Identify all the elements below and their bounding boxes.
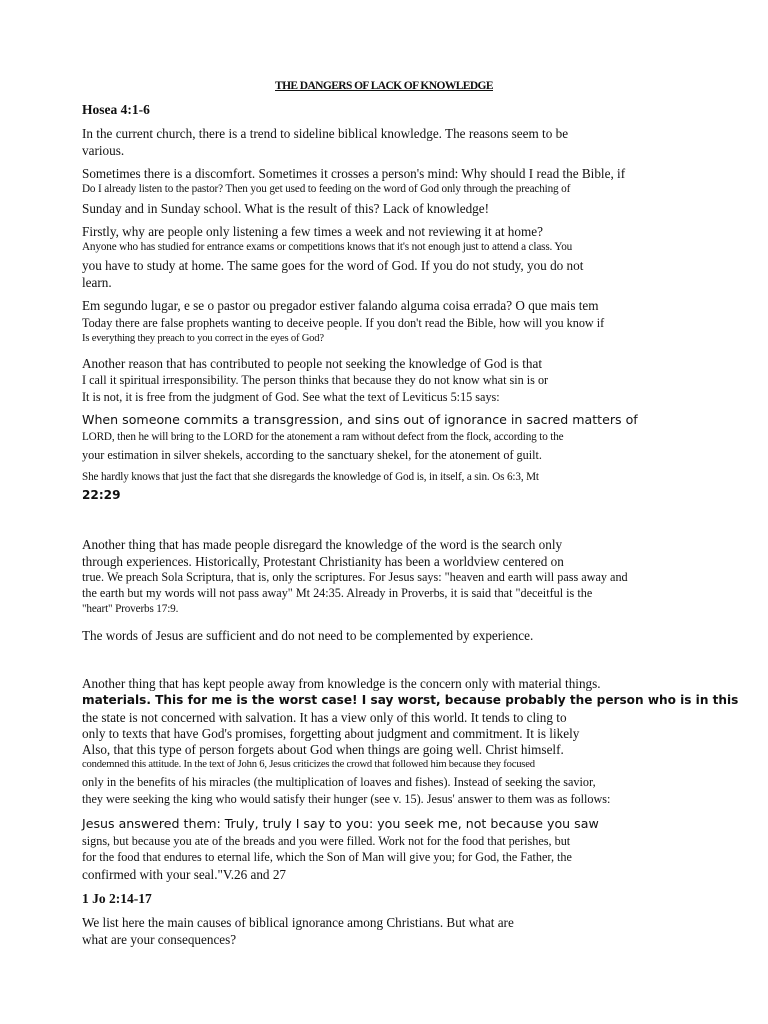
paragraph-line: Em segundo lugar, e se o pastor ou pregador estiver falando alguma coisa errada? O que mais tem — [82, 298, 599, 313]
paragraph-line: It is not, it is free from the judgment of God. See what the text of Leviticus 5:15 says: — [82, 390, 500, 404]
paragraph-line: Also, that this type of person forgets about God when things are going well. Christ himself. — [82, 742, 564, 757]
paragraph-line: Do I already listen to the pastor? Then you get used to feeding on the word of God only through the preaching of — [82, 183, 571, 195]
paragraph-line: you have to study at home. The same goes for the word of God. If you do not study, you do not — [82, 258, 584, 273]
paragraph-line: Another thing that has kept people away from knowledge is the concern only with material things. — [82, 676, 601, 691]
paragraph-line: "heart" Proverbs 17:9. — [82, 603, 179, 615]
paragraph-line: various. — [82, 143, 125, 158]
paragraph-line: The words of Jesus are sufficient and do not need to be complemented by experience. — [82, 628, 534, 643]
paragraph-line: for the food that endures to eternal life, which the Son of Man will give you; for God, the Father, the — [82, 850, 572, 864]
paragraph-line: your estimation in silver shekels, according to the sanctuary shekel, for the atonement of guilt. — [82, 448, 542, 462]
paragraph-line: only in the benefits of his miracles (the multiplication of loaves and fishes). Instead of seeking the savior, — [82, 775, 596, 789]
paragraph-line: We list here the main causes of biblical ignorance among Christians. But what are — [82, 915, 514, 930]
paragraph-line: Sunday and in Sunday school. What is the result of this? Lack of knowledge! — [82, 201, 490, 216]
paragraph-line: what are your consequences? — [82, 932, 237, 947]
paragraph-line: they were seeking the king who would satisfy their hunger (see v. 15). Jesus' answer to them was as follows: — [82, 792, 611, 806]
paragraph-line: Anyone who has studied for entrance exams or competitions knows that it's not enough just to attend a class. You — [82, 241, 573, 253]
paragraph-line: through experiences. Historically, Protestant Christianity has been a worldview centered on — [82, 554, 564, 569]
paragraph-line: Another reason that has contributed to people not seeking the knowledge of God is that — [82, 356, 542, 371]
paragraph-line: When someone commits a transgression, and sins out of ignorance in sacred matters of — [82, 412, 638, 427]
paragraph-line: signs, but because you ate of the breads and you were filled. Work not for the food that perishes, but — [82, 834, 571, 848]
paragraph-line: true. We preach Sola Scriptura, that is, only the scriptures. For Jesus says: "heaven and earth will pass away and — [82, 570, 628, 584]
paragraph-line: Another thing that has made people disregard the knowledge of the word is the search only — [82, 537, 563, 552]
paragraph-line: In the current church, there is a trend to sideline biblical knowledge. The reasons seem to be — [82, 126, 569, 141]
paragraph-line: Today there are false prophets wanting to deceive people. If you don't read the Bible, how will you know if — [82, 316, 605, 330]
paragraph-line: confirmed with your seal."V.26 and 27 — [82, 867, 287, 882]
paragraph-line: the state is not concerned with salvation. It has a view only of this world. It tends to cling to — [82, 710, 567, 725]
paragraph-line: Firstly, why are people only listening a few times a week and not reviewing it at home? — [82, 224, 543, 239]
paragraph-line: Is everything they preach to you correct in the eyes of God? — [82, 333, 324, 344]
paragraph-line: She hardly knows that just the fact that she disregards the knowledge of God is, in itself, a sin. Os 6:3, Mt — [82, 471, 539, 483]
paragraph-line: 22:29 — [82, 488, 121, 502]
paragraph-line: the earth but my words will not pass away" Mt 24:35. Already in Proverbs, it is said that "deceitful is the — [82, 586, 593, 600]
paragraph-line: Jesus answered them: Truly, truly I say to you: you seek me, not because you saw — [82, 816, 599, 831]
document-title: THE DANGERS OF LACK OF KNOWLEDGE — [275, 80, 493, 92]
scripture-heading: 1 Jo 2:14-17 — [82, 891, 152, 906]
scripture-heading: Hosea 4:1-6 — [82, 102, 150, 117]
paragraph-line: learn. — [82, 275, 112, 290]
paragraph-line: only to texts that have God's promises, forgetting about judgment and commitment. It is likely — [82, 726, 580, 741]
paragraph-line: LORD, then he will bring to the LORD for the atonement a ram without defect from the flock, according to the — [82, 431, 564, 443]
paragraph-line: I call it spiritual irresponsibility. The person thinks that because they do not know what sin is or — [82, 373, 549, 387]
paragraph-line: condemned this attitude. In the text of John 6, Jesus criticizes the crowd that followed him because they focused — [82, 759, 535, 770]
paragraph-line: materials. This for me is the worst case! I say worst, because probably the person who is in this — [82, 693, 739, 707]
paragraph-line: Sometimes there is a discomfort. Sometimes it crosses a person's mind: Why should I read the Bible, if — [82, 166, 626, 181]
